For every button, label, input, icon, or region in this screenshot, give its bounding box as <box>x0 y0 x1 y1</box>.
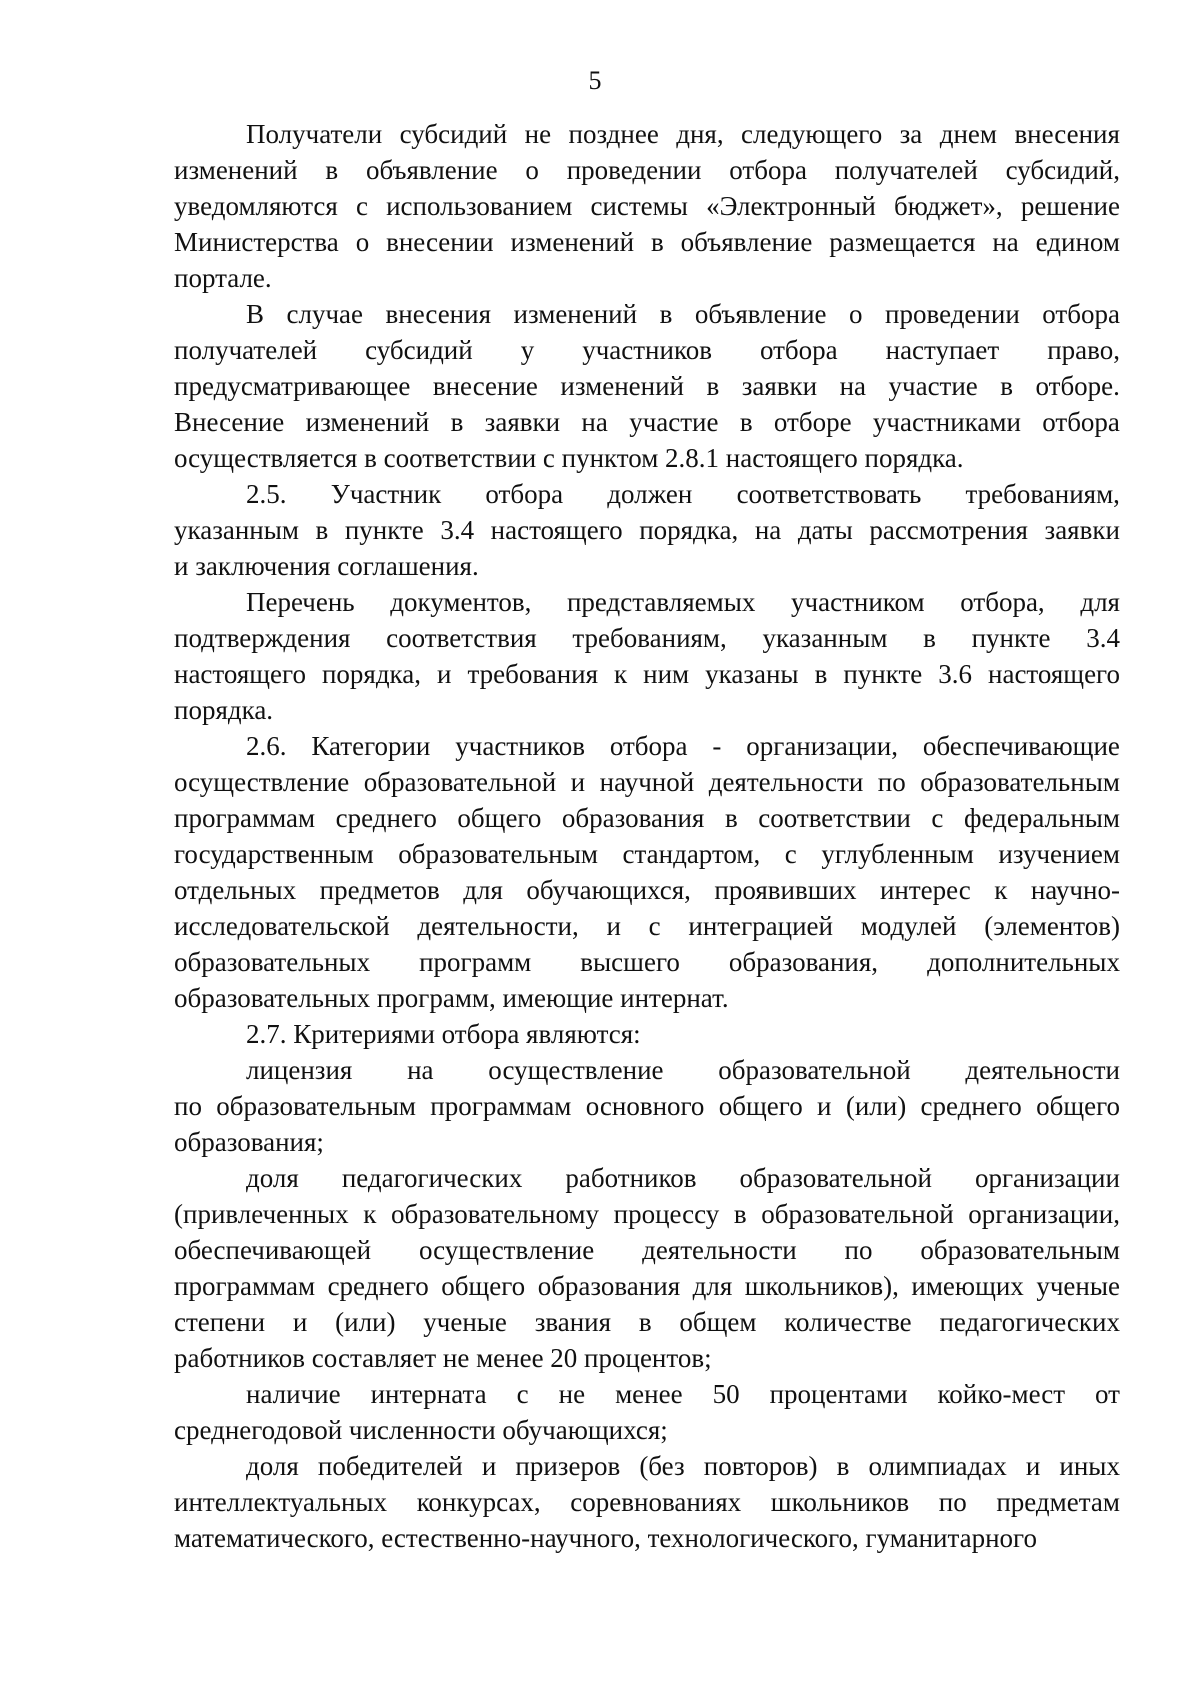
text-line: Получатели субсидий не позднее дня, следующего за днем внесения <box>246 119 1120 149</box>
text-line: обеспечивающей осуществление деятельности по образовательным <box>174 1235 1120 1265</box>
text-line: 2.7. Критериями отбора являются: <box>246 1019 641 1049</box>
text-line: образовательных программ высшего образования, дополнительных <box>174 947 1120 977</box>
paragraph <box>174 1016 1120 1052</box>
text-line: получателей субсидий у участников отбора наступает право, <box>174 335 1120 365</box>
document-body <box>174 116 1120 1556</box>
paragraph <box>174 116 1120 296</box>
text-line: исследовательской деятельности, и с интеграцией модулей (элементов) <box>174 911 1120 941</box>
text-line: Министерства о внесении изменений в объявление размещается на едином <box>174 227 1120 257</box>
text-line: программам среднего общего образования для школьников), имеющих ученые <box>174 1271 1120 1301</box>
text-line: настоящего порядка, и требования к ним указаны в пункте 3.6 настоящего <box>174 659 1120 689</box>
text-line: среднегодовой численности обучающихся; <box>174 1415 668 1445</box>
text-line: образовательных программ, имеющие интернат. <box>174 983 729 1013</box>
text-line: осуществление образовательной и научной деятельности по образовательным <box>174 767 1120 797</box>
paragraph <box>174 584 1120 728</box>
text-line: по образовательным программам основного общего и (или) среднего общего <box>174 1091 1120 1121</box>
text-line: указанным в пункте 3.4 настоящего порядка, на даты рассмотрения заявки <box>174 515 1120 545</box>
text-line: 2.5. Участник отбора должен соответствовать требованиям, <box>246 479 1120 509</box>
text-line: отдельных предметов для обучающихся, проявивших интерес к научно- <box>174 875 1120 905</box>
text-line: и заключения соглашения. <box>174 551 479 581</box>
paragraph <box>174 1052 1120 1160</box>
text-line: подтверждения соответствия требованиям, указанным в пункте 3.4 <box>174 623 1120 653</box>
paragraph <box>174 476 1120 584</box>
paragraph <box>174 728 1120 1016</box>
text-line: Внесение изменений в заявки на участие в отборе участниками отбора <box>174 407 1120 437</box>
text-line: математического, естественно-научного, технологического, гуманитарного <box>174 1523 1037 1553</box>
text-line: В случае внесения изменений в объявление о проведении отбора <box>246 299 1120 329</box>
text-line: Перечень документов, представляемых участником отбора, для <box>246 587 1120 617</box>
text-line: изменений в объявление о проведении отбора получателей субсидий, <box>174 155 1120 185</box>
text-line: 2.6. Категории участников отбора - организации, обеспечивающие <box>246 731 1120 761</box>
text-line: наличие интерната с не менее 50 процентами койко-мест от <box>246 1379 1120 1409</box>
text-line: интеллектуальных конкурсах, соревнованиях школьников по предметам <box>174 1487 1120 1517</box>
text-line: (привлеченных к образовательному процессу в образовательной организации, <box>174 1199 1120 1229</box>
paragraph <box>174 296 1120 476</box>
text-line: осуществляется в соответствии с пунктом 2.8.1 настоящего порядка. <box>174 443 964 473</box>
paragraph <box>174 1160 1120 1376</box>
paragraph <box>174 1448 1120 1556</box>
text-line: образования; <box>174 1127 324 1157</box>
text-line: лицензия на осуществление образовательной деятельности <box>246 1055 1120 1085</box>
text-line: доля педагогических работников образовательной организации <box>246 1163 1120 1193</box>
text-line: портале. <box>174 263 272 293</box>
text-line: предусматривающее внесение изменений в заявки на участие в отборе. <box>174 371 1120 401</box>
text-line: степени и (или) ученые звания в общем количестве педагогических <box>174 1307 1120 1337</box>
page-number: 5 <box>588 66 602 95</box>
paragraph <box>174 1376 1120 1448</box>
text-line: работников составляет не менее 20 процентов; <box>174 1343 712 1373</box>
text-line: порядка. <box>174 695 274 725</box>
text-line: государственным образовательным стандартом, с углубленным изучением <box>174 839 1120 869</box>
text-line: доля победителей и призеров (без повторов) в олимпиадах и иных <box>246 1451 1120 1481</box>
text-line: уведомляются с использованием системы «Электронный бюджет», решение <box>174 191 1120 221</box>
text-line: программам среднего общего образования в соответствии с федеральным <box>174 803 1120 833</box>
